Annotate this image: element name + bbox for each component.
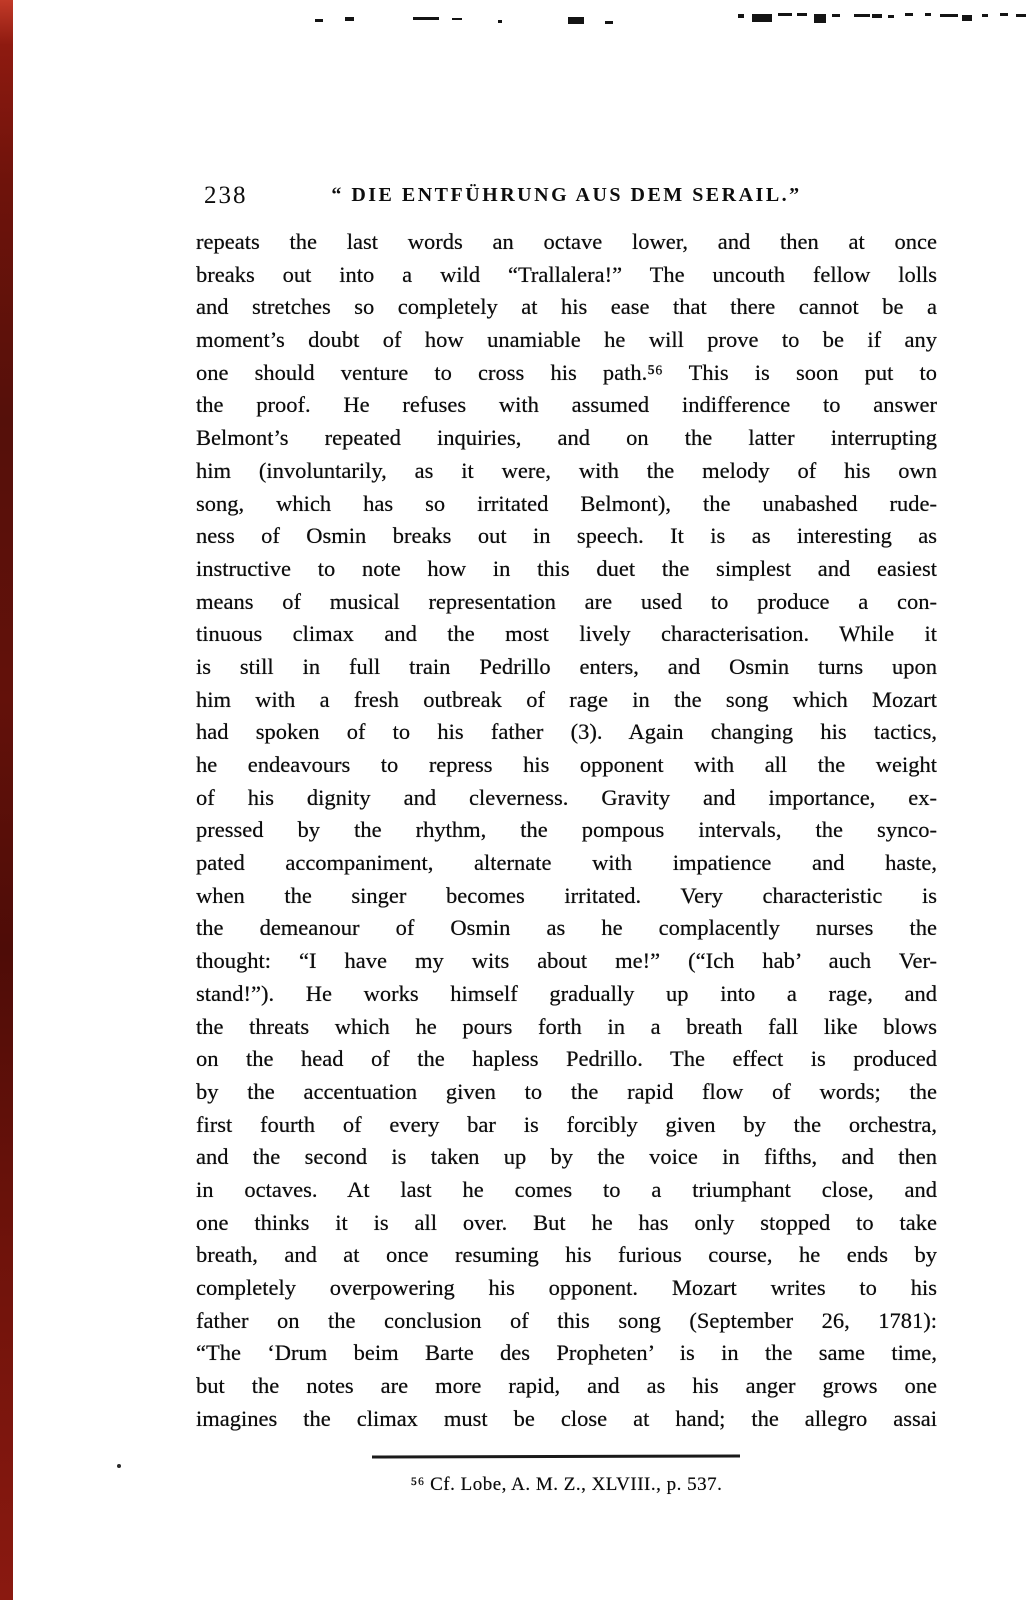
text-line: first fourth of every bar is forcibly given by the orchestra, xyxy=(196,1111,937,1137)
text-line: stand!”). He works himself gradually up into a rage, and xyxy=(196,980,937,1006)
scan-noise-dash xyxy=(905,13,913,16)
text-line: pated accompaniment, alternate with impatience and haste, xyxy=(196,850,937,876)
scan-noise-dash xyxy=(778,13,792,16)
text-line: the demeanour of Osmin as he complacently nurses the xyxy=(196,915,937,941)
text-line: means of musical representation are used to produce a con- xyxy=(196,588,937,614)
scan-edge-strip xyxy=(0,0,13,1600)
body-text xyxy=(196,226,937,1435)
text-line: on the head of the hapless Pedrillo. The effect is produced xyxy=(196,1046,937,1072)
scan-noise-dash xyxy=(315,19,323,22)
scan-speck xyxy=(117,1464,121,1468)
text-line: thought: “I have my wits about me!” (“Ich hab’ auch Ver- xyxy=(196,948,937,974)
text-line: breaks out into a wild “Trallalera!” The uncouth fellow lolls xyxy=(196,261,937,287)
text-line: father on the conclusion of this song (September 26, 1781): xyxy=(196,1307,937,1333)
scan-noise-dash xyxy=(752,14,772,22)
scan-noise-dash xyxy=(962,15,972,21)
text-line: in octaves. At last he comes to a triumphant close, and xyxy=(196,1176,937,1202)
text-line: of his dignity and cleverness. Gravity and importance, ex- xyxy=(196,784,937,810)
text-line: but the notes are more rapid, and as his anger grows one xyxy=(196,1373,937,1399)
scan-noise-dash xyxy=(797,13,807,16)
text-line: is still in full train Pedrillo enters, and Osmin turns upon xyxy=(196,653,937,679)
text-line: him (involuntarily, as it were, with the melody of his own xyxy=(196,457,937,483)
scan-noise-dash xyxy=(982,14,988,17)
running-title: “ DIE ENTFÜHRUNG AUS DEM SERAIL.” xyxy=(331,184,802,206)
text-line: and the second is taken up by the voice in fifths, and then xyxy=(196,1144,937,1170)
text-line: by the accentuation given to the rapid flow of words; the xyxy=(196,1078,937,1104)
text-line: and stretches so completely at his ease that there cannot be a xyxy=(196,294,937,320)
scan-noise-dash xyxy=(888,15,894,18)
scan-noise-dash xyxy=(940,14,958,17)
scan-noise-dash xyxy=(568,17,584,24)
page-number: 238 xyxy=(204,182,248,209)
text-line: him with a fresh outbreak of rage in the song which Mozart xyxy=(196,686,937,712)
text-line: when the singer becomes irritated. Very characteristic is xyxy=(196,882,937,908)
text-line: the proof. He refuses with assumed indifference to answer xyxy=(196,392,937,418)
text-line: Belmont’s repeated inquiries, and on the latter interrupting xyxy=(196,425,937,451)
text-line: one thinks it is all over. But he has only stopped to take xyxy=(196,1209,937,1235)
text-line: completely overpowering his opponent. Mozart writes to his xyxy=(196,1275,937,1300)
scan-noise-dash xyxy=(854,14,870,17)
scan-noise-dash xyxy=(498,20,502,23)
scan-noise-dash xyxy=(925,13,931,16)
text-line: repeats the last words an octave lower, and then at once xyxy=(196,229,937,254)
scan-noise-dash xyxy=(452,18,462,20)
scan-noise-dash xyxy=(832,14,840,17)
scan-noise-dash xyxy=(345,17,354,21)
scan-noise-dash xyxy=(738,14,744,18)
text-line: instructive to note how in this duet the simplest and easiest xyxy=(196,555,937,581)
footnote: ⁵⁶ Cf. Lobe, A. M. Z., XLVIII., p. 537. xyxy=(410,1474,723,1495)
scan-noise-dash xyxy=(1000,13,1008,16)
scan-noise-dash xyxy=(872,14,882,18)
text-line: imagines the climax must be close at hand; the allegro assai xyxy=(196,1405,937,1431)
scan-noise-dash xyxy=(1016,14,1026,17)
text-line: pressed by the rhythm, the pompous intervals, the synco- xyxy=(196,817,937,843)
page-header xyxy=(196,180,937,212)
text-line: ness of Osmin breaks out in speech. It is as interesting as xyxy=(196,523,937,549)
text-line: one should venture to cross his path.⁵⁶ This is soon put to xyxy=(196,359,937,385)
text-line: moment’s doubt of how unamiable he will prove to be if any xyxy=(196,327,937,353)
scan-noise-dash xyxy=(814,14,826,23)
text-line: the threats which he pours forth in a breath fall like blows xyxy=(196,1013,937,1039)
text-line: had spoken of to his father (3). Again changing his tactics, xyxy=(196,719,937,745)
text-line: he endeavours to repress his opponent with all the weight xyxy=(196,752,937,777)
footnote-rule xyxy=(372,1455,740,1458)
scan-noise-dash xyxy=(413,17,439,20)
scan-noise-dash xyxy=(605,21,613,24)
text-line: tinuous climax and the most lively characterisation. While it xyxy=(196,621,937,647)
text-line: song, which has so irritated Belmont), the unabashed rude- xyxy=(196,490,937,516)
text-line: “The ‘Drum beim Barte des Propheten’ is in the same time, xyxy=(196,1340,937,1366)
text-line: breath, and at once resuming his furious course, he ends by xyxy=(196,1242,937,1268)
